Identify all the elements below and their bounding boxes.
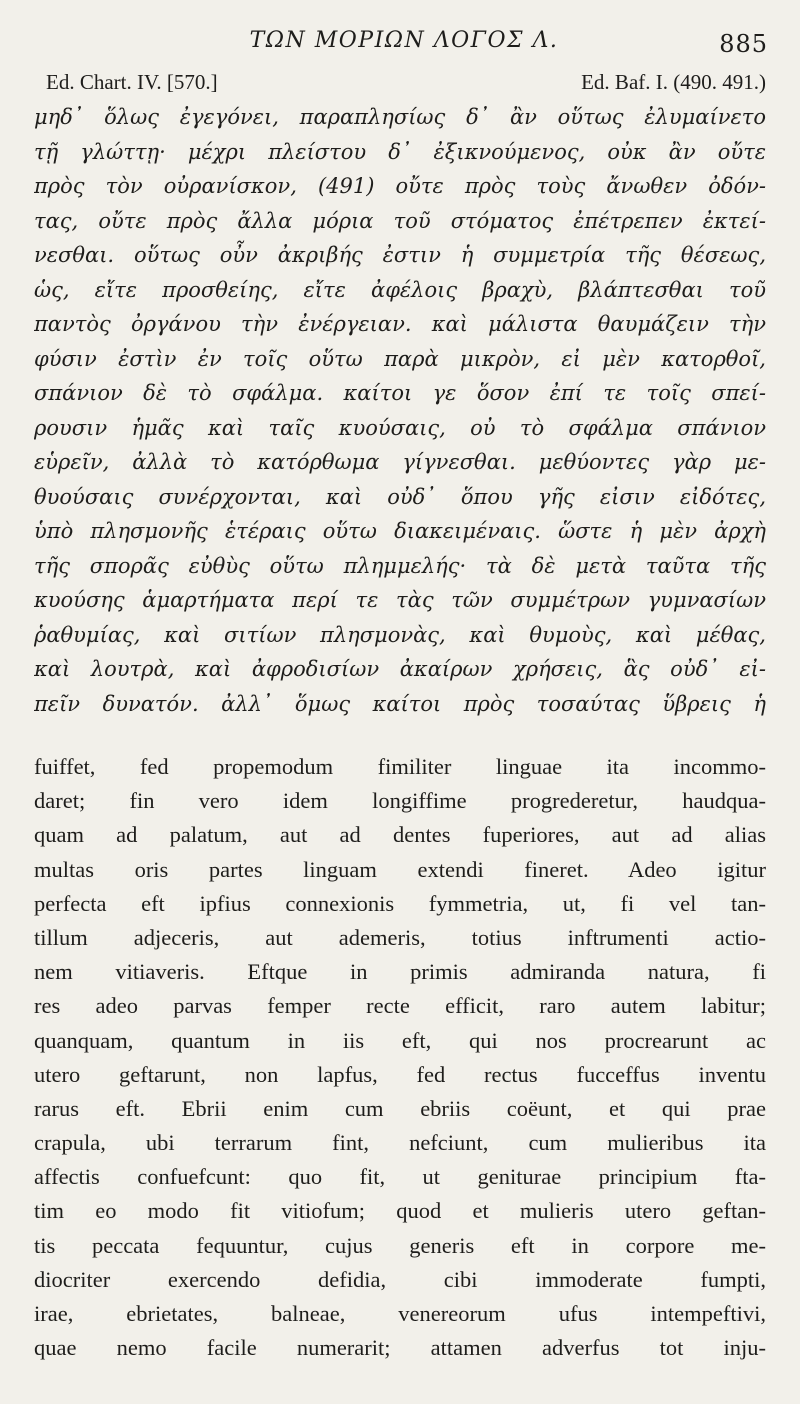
edition-basel: Ed. Baf. I. (490. 491.) <box>581 70 766 94</box>
latin-line: perfecta eft ipfius connexionis fymmetria, ut, fi vel tan- <box>34 890 766 916</box>
latin-line: crapula, ubi terrarum fint, nefciunt, cum mulieribus ita <box>34 1130 766 1156</box>
greek-line: κυούσης ἁμαρτήματα περί τε τὰς τῶν συμμέτρων γυμνασίων <box>34 588 766 612</box>
greek-line: νεσθαι. οὕτως οὖν ἀκριβής ἐστιν ἡ συμμετρία τῆς θέσεως, <box>34 243 766 267</box>
greek-line: ὑπὸ πλησμονῆς ἑτέραις οὕτω διακειμέναις. ὥστε ἡ μὲν ἀρχὴ <box>34 519 766 543</box>
greek-line: ρουσιν ἡμᾶς καὶ ταῖς κυούσαις, οὐ τὸ σφάλμα σπάνιον <box>34 415 766 440</box>
latin-line: fuiffet, fed propemodum fimiliter linguae ita incommo- <box>34 754 766 779</box>
latin-line: daret; fin vero idem longiffime progrederetur, haudqua- <box>34 788 766 814</box>
greek-line: μηδ᾽ ὅλως ἐγεγόνει, παραπλησίως δ᾽ ἂν οὕτως ἐλυμαίνετο <box>34 105 766 129</box>
latin-translation <box>34 750 766 1365</box>
edition-chartier: Ed. Chart. IV. [570.] <box>46 70 218 94</box>
greek-line: φύσιν ἐστὶν ἐν τοῖς οὕτω παρὰ μικρὸν, εἰ μὲν κατορθοῖ, <box>34 346 766 371</box>
latin-line: quam ad palatum, aut ad dentes fuperiores, aut ad alias <box>34 822 766 848</box>
edition-references <box>46 70 766 100</box>
greek-line: σπάνιον δὲ τὸ σφάλμα. καίτοι γε ὅσον ἐπί τε τοῖς σπεί- <box>34 381 766 405</box>
greek-line: εὑρεῖν, ἀλλὰ τὸ κατόρθωμα γίγνεσθαι. μεθύοντες γὰρ με- <box>34 450 766 474</box>
latin-line: quae nemo facile numerarit; attamen adverfus tot inju- <box>34 1335 766 1361</box>
greek-line: πεῖν δυνατόν. ἀλλ᾽ ὅμως καίτοι πρὸς τοσαύτας ὕβρεις ἡ <box>34 691 766 716</box>
greek-line: ῥαθυμίας, καὶ σιτίων πλησμονὰς, καὶ θυμοὺς, καὶ μέθας, <box>34 622 766 647</box>
latin-line: utero geftarunt, non lapfus, fed rectus fucceffus inventu <box>34 1061 766 1087</box>
greek-line: ὡς, εἴτε προσθείης, εἴτε ἀφέλοις βραχὺ, βλάπτεσθαι τοῦ <box>34 277 766 302</box>
greek-line: καὶ λουτρὰ, καὶ ἀφροδισίων ἀκαίρων χρήσεις, ἃς οὐδ᾽ εἰ- <box>34 657 766 681</box>
greek-line: θυούσαις συνέρχονται, καὶ οὐδ᾽ ὅπου γῆς εἰσιν εἰδότες, <box>34 484 766 509</box>
latin-line: tillum adjeceris, aut ademeris, totius inftrumenti actio- <box>34 924 766 950</box>
page-number: 885 <box>719 30 768 58</box>
greek-line: τας, οὔτε πρὸς ἄλλα μόρια τοῦ στόματος ἐπέτρεπεν ἐκτεί- <box>34 208 766 233</box>
greek-text <box>34 100 766 721</box>
latin-line: quanquam, quantum in iis eft, qui nos procrearunt ac <box>34 1027 766 1053</box>
latin-line: tim eo modo fit vitiofum; quod et mulieris utero geftan- <box>34 1198 766 1224</box>
latin-line: diocriter exercendo defidia, cibi immoderate fumpti, <box>34 1266 766 1292</box>
greek-line: τῆς σπορᾶς εὐθὺς οὕτω πλημμελής· τὰ δὲ μετὰ ταῦτα τῆς <box>34 553 766 578</box>
latin-line: affectis confuefcunt: quo fit, ut geniturae principium fta- <box>34 1164 766 1190</box>
latin-line: res adeo parvas femper recte efficit, raro autem labitur; <box>34 993 766 1019</box>
greek-line: τῇ γλώττῃ· μέχρι πλείστου δ᾽ ἐξικνούμενος, οὐκ ἂν οὔτε <box>34 139 766 164</box>
running-head <box>40 24 768 64</box>
latin-line: tis peccata fequuntur, cujus generis eft in corpore me- <box>34 1232 766 1258</box>
running-title: ΤΩΝ ΜΟΡΙΩΝ ΛΟΓΟΣ Λ. <box>249 28 559 53</box>
latin-line: nem vitiaveris. Eftque in primis admiranda natura, fi <box>34 959 766 985</box>
latin-line: rarus eft. Ebrii enim cum ebriis coëunt, et qui prae <box>34 1095 766 1121</box>
greek-line: παντὸς ὀργάνου τὴν ἐνέργειαν. καὶ μάλιστα θαυμάζειν τὴν <box>34 312 766 336</box>
latin-line: irae, ebrietates, balneae, venereorum ufus intempeftivi, <box>34 1301 766 1326</box>
latin-line: multas oris partes linguam extendi fineret. Adeo igitur <box>34 856 766 882</box>
greek-line: πρὸς τὸν οὐρανίσκον, (491) οὔτε πρὸς τοὺς ἄνωθεν ὀδόν- <box>34 174 766 198</box>
